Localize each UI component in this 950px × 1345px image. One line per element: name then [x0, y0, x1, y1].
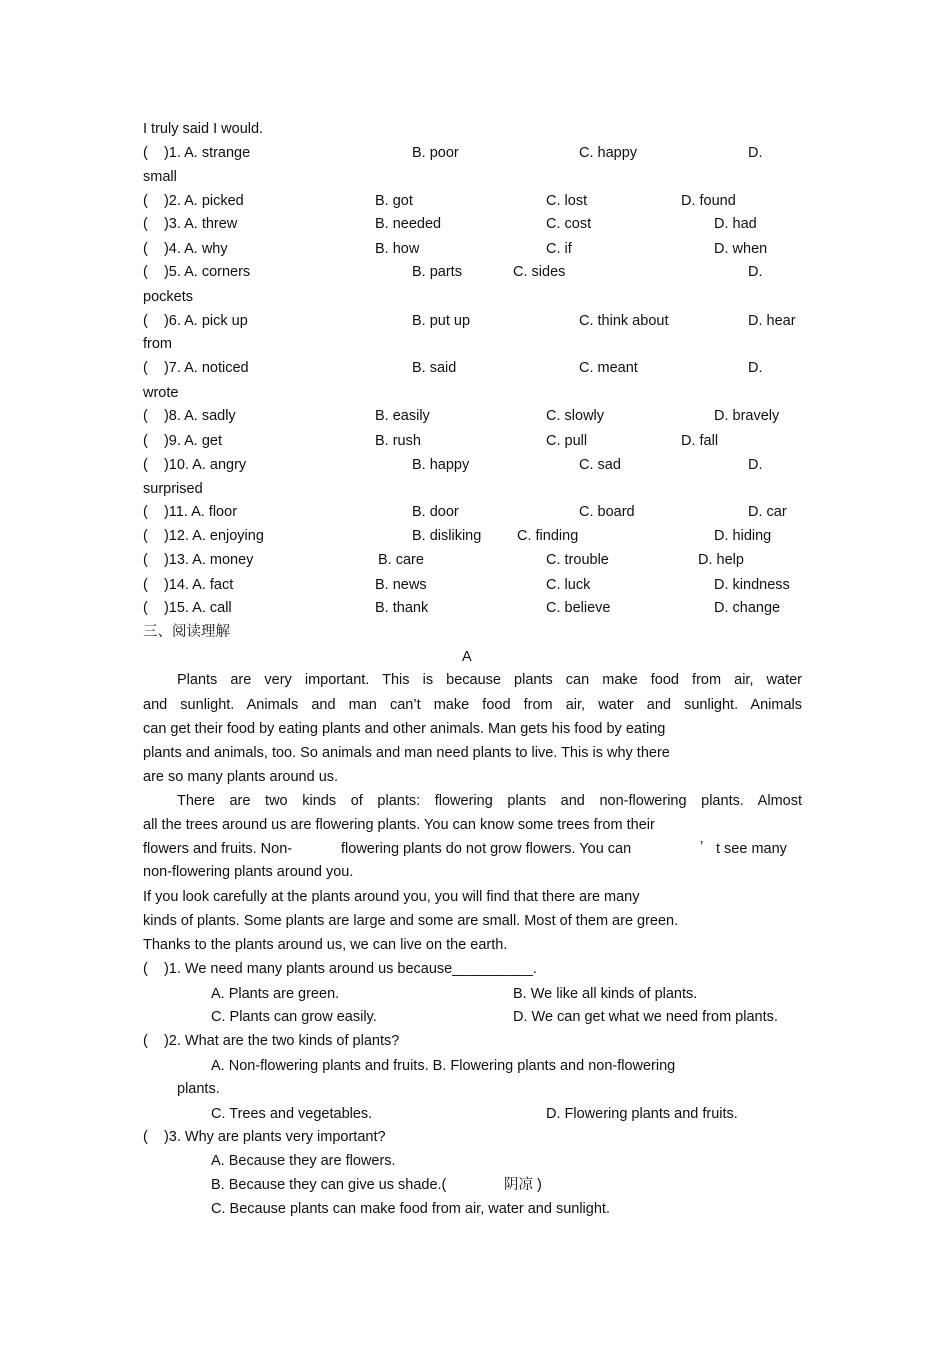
cloze-item-13-a: ( )13. A. money [143, 552, 254, 568]
cloze-item-3-b: B. needed [375, 216, 442, 232]
question-2-options-ab: A. Non-flowering plants and fruits. B. Flowering plants and non-flowering [211, 1058, 676, 1074]
cloze-item-11-b: B. door [412, 504, 459, 520]
cloze-item-8-d: D. bravely [714, 408, 780, 424]
cloze-item-14-a: ( )14. A. fact [143, 577, 234, 593]
passage-p3-line3: Thanks to the plants around us, we can live on the earth. [143, 937, 508, 953]
cloze-item-8-c: C. slowly [546, 408, 605, 424]
cloze-item-1-a: ( )1. A. strange [143, 145, 251, 161]
cloze-item-15-a: ( )15. A. call [143, 600, 232, 616]
cloze-item-5-a: ( )5. A. corners [143, 264, 251, 280]
cloze-item-13-c: C. trouble [546, 552, 609, 568]
cloze-item-2-a: ( )2. A. picked [143, 193, 244, 209]
question-2-stem: ( )2. What are the two kinds of plants? [143, 1033, 400, 1049]
passage-p2-line3b: flowering plants do not grow flowers. You can [341, 841, 632, 857]
cloze-item-10-a: ( )10. A. angry [143, 457, 247, 473]
question-2-options-ab-wrap: plants. [177, 1081, 220, 1097]
passage-p2-line3c: ’ [700, 839, 704, 855]
cloze-item-5-c: C. sides [513, 264, 566, 280]
passage-p1-line1: Plants are very important. This is because plants can make food from air, water [177, 672, 802, 688]
cloze-item-12-c: C. finding [517, 528, 579, 544]
cloze-item-1-d: D. [748, 145, 763, 161]
passage-label: A [462, 649, 472, 665]
cloze-item-3-c: C. cost [546, 216, 592, 232]
cloze-item-7-wrap: wrote [143, 385, 179, 401]
cloze-item-14-d: D. kindness [714, 577, 790, 593]
cloze-item-15-d: D. change [714, 600, 781, 616]
passage-p2-line3a: flowers and fruits. Non- [143, 841, 293, 857]
passage-p1-line5: are so many plants around us. [143, 769, 339, 785]
section-heading: 三、阅读理解 [143, 624, 230, 640]
cloze-item-9-d: D. fall [681, 433, 719, 449]
question-3-option-b-note: 阴凉 ) [504, 1177, 542, 1193]
cloze-item-15-c: C. believe [546, 600, 611, 616]
passage-p1-line3: can get their food by eating plants and other animals. Man gets his food by eating [143, 721, 666, 737]
passage-p1-line4: plants and animals, too. So animals and man need plants to live. This is why there [143, 745, 670, 761]
cloze-item-5-d: D. [748, 264, 763, 280]
cloze-item-4-c: C. if [546, 241, 572, 257]
question-1-option-c: C. Plants can grow easily. [211, 1009, 377, 1025]
question-1-stem: ( )1. We need many plants around us because__________. [143, 961, 537, 977]
passage-p2-line2: all the trees around us are flowering plants. You can know some trees from their [143, 817, 655, 833]
question-3-stem: ( )3. Why are plants very important? [143, 1129, 386, 1145]
question-3-option-b: B. Because they can give us shade.( [211, 1177, 447, 1193]
cloze-item-12-d: D. hiding [714, 528, 772, 544]
cloze-item-1-c: C. happy [579, 145, 638, 161]
cloze-item-9-b: B. rush [375, 433, 421, 449]
cloze-item-10-wrap: surprised [143, 481, 203, 497]
cloze-item-11-c: C. board [579, 504, 635, 520]
cloze-item-12-a: ( )12. A. enjoying [143, 528, 264, 544]
cloze-item-10-d: D. [748, 457, 763, 473]
cloze-item-5-b: B. parts [412, 264, 462, 280]
question-3-option-a: A. Because they are flowers. [211, 1153, 396, 1169]
cloze-item-6-a: ( )6. A. pick up [143, 313, 248, 329]
cloze-item-12-b: B. disliking [412, 528, 482, 544]
cloze-item-2-d: D. found [681, 193, 736, 209]
cloze-item-8-a: ( )8. A. sadly [143, 408, 236, 424]
intro-line: I truly said I would. [143, 121, 264, 137]
cloze-item-6-c: C. think about [579, 313, 669, 329]
cloze-item-5-wrap: pockets [143, 289, 193, 305]
cloze-item-14-b: B. news [375, 577, 427, 593]
cloze-item-7-b: B. said [412, 360, 457, 376]
passage-p3-line1: If you look carefully at the plants around you, you will find that there are many [143, 889, 640, 905]
question-1-option-a: A. Plants are green. [211, 986, 340, 1002]
cloze-item-11-a: ( )11. A. floor [143, 504, 238, 520]
question-1-option-b: B. We like all kinds of plants. [513, 986, 698, 1002]
cloze-item-7-d: D. [748, 360, 763, 376]
passage-p1-line2: and sunlight. Animals and man can’t make food from air, water and sunlight. Animals [143, 697, 802, 713]
passage-p2-line4: non-flowering plants around you. [143, 864, 354, 880]
cloze-item-4-a: ( )4. A. why [143, 241, 228, 257]
cloze-item-8-b: B. easily [375, 408, 430, 424]
cloze-item-3-a: ( )3. A. threw [143, 216, 238, 232]
cloze-item-13-d: D. help [698, 552, 744, 568]
question-1-option-d: D. We can get what we need from plants. [513, 1009, 778, 1025]
cloze-item-3-d: D. had [714, 216, 757, 232]
cloze-item-13-b: B. care [378, 552, 424, 568]
cloze-item-6-wrap: from [143, 336, 172, 352]
question-3-option-c: C. Because plants can make food from air, water and sunlight. [211, 1201, 610, 1217]
cloze-item-2-c: C. lost [546, 193, 588, 209]
passage-p2-line1: There are two kinds of plants: flowering plants and non-flowering plants. Almost [177, 793, 802, 809]
cloze-item-2-b: B. got [375, 193, 413, 209]
passage-p2-line3d: t see many [716, 841, 787, 857]
cloze-item-6-b: B. put up [412, 313, 471, 329]
cloze-item-9-a: ( )9. A. get [143, 433, 222, 449]
cloze-item-4-d: D. when [714, 241, 768, 257]
cloze-item-7-c: C. meant [579, 360, 638, 376]
cloze-item-7-a: ( )7. A. noticed [143, 360, 249, 376]
cloze-item-1-wrap: small [143, 169, 177, 185]
cloze-item-4-b: B. how [375, 241, 420, 257]
cloze-item-6-d: D. hear [748, 313, 796, 329]
cloze-item-1-b: B. poor [412, 145, 459, 161]
cloze-item-14-c: C. luck [546, 577, 591, 593]
cloze-item-10-b: B. happy [412, 457, 470, 473]
cloze-item-9-c: C. pull [546, 433, 588, 449]
question-2-option-d: D. Flowering plants and fruits. [546, 1106, 738, 1122]
question-2-option-c: C. Trees and vegetables. [211, 1106, 373, 1122]
passage-p3-line2: kinds of plants. Some plants are large and some are small. Most of them are green. [143, 913, 679, 929]
cloze-item-11-d: D. car [748, 504, 787, 520]
cloze-item-10-c: C. sad [579, 457, 621, 473]
cloze-item-15-b: B. thank [375, 600, 429, 616]
